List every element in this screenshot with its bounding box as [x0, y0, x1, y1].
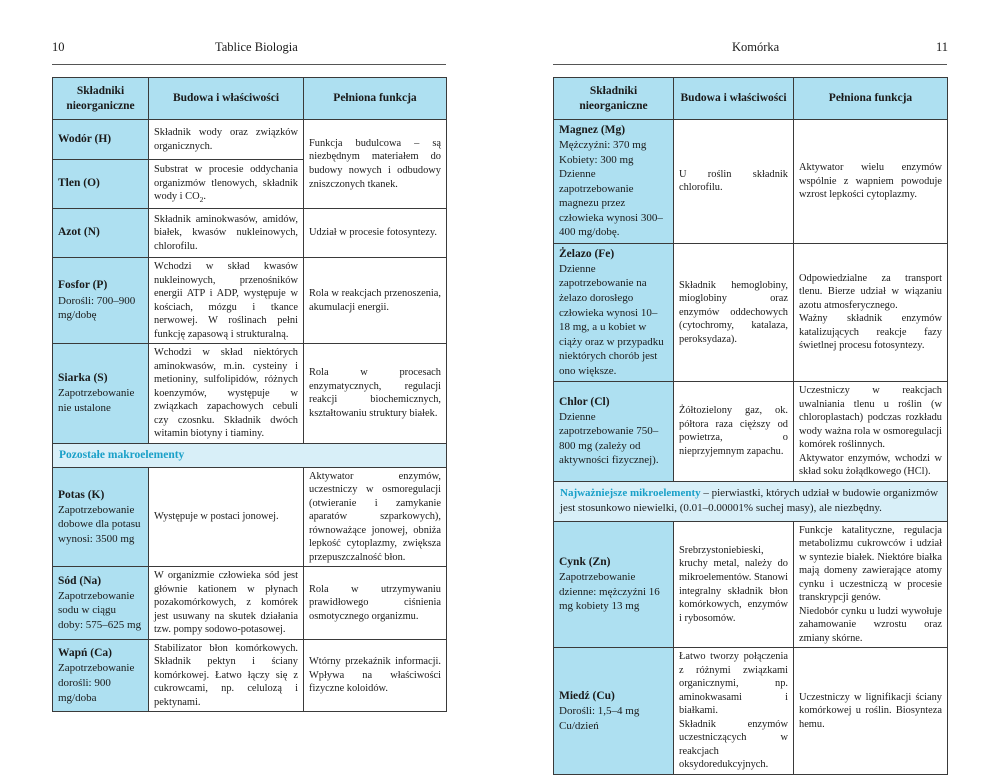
desc-cell: Składnik hemoglobiny, mioglobiny oraz enzymów oddechowych (cytochromy, katalaza, peroksydaza).	[674, 243, 794, 381]
table-row-fosfor	[53, 258, 447, 344]
table-row-wodor	[53, 120, 447, 160]
element-name-cell	[53, 120, 149, 160]
element-name: Chlor (Cl)	[559, 395, 610, 408]
func-cell: Uczestniczy w reakcjach uwalniania tlenu u roślin (w chloroplastach) podczas rozkładu wody ważna rola w osmoregulacji komórek roślinnych. Aktywator enzymów, wchodzi w skład soku żołądkowego (HCl).	[794, 382, 948, 482]
func-cell: Rola w utrzymywaniu prawidłowego ciśnienia osmotycznego organizmu.	[304, 567, 447, 640]
element-info: Zapotrzebowanie dobowe dla potasu wynosi: 3500 mg	[58, 503, 141, 545]
section-row-macro	[53, 443, 447, 467]
element-name: Potas (K)	[58, 488, 105, 501]
right-running-title: Komórka	[732, 40, 780, 54]
right-header-rule	[553, 64, 947, 65]
table-row-chlor	[554, 382, 948, 482]
func-cell: Funkcje katalityczne, regulacja metabolizmu cukrowców i udział w syntezie białek. Niektóre białka mają domeny zawierające atomy cynku i uczestniczą w procesie transkrypcji genów. Niedobór cynku u ludzi wywołuje zahamowanie wzrostu oraz zmiany skórne.	[794, 521, 948, 648]
func-cell: Aktywator enzymów, uczestniczy w osmoregulacji (otwieranie i zamykanie aparatów szparkowych), równoważące jonowej, obniża lepkość cytoplazmy, zwiększa przepuszczalność błon.	[304, 467, 447, 567]
section-description: Najważniejsze mikroelementy – pierwiastki, których udział w budowie organizmów jest stosunkowo niewielki, (0.01–0.00001% suchej masy), ale niezbędny.	[554, 481, 948, 521]
element-name-cell	[53, 258, 149, 344]
table-row-potas	[53, 467, 447, 567]
element-name-cell	[53, 567, 149, 640]
header-skladniki: Składniki nieorganiczne	[554, 78, 674, 120]
header-funkcja: Pełniona funkcja	[794, 78, 948, 120]
func-cell: Rola w procesach enzymatycznych, regulacji reakcji biochemicznych, kształtowaniu struktury białek.	[304, 344, 447, 444]
right-page-header	[500, 40, 1000, 60]
header-skladniki: Składniki nieorganiczne	[53, 78, 149, 120]
element-name: Sód (Na)	[58, 574, 102, 587]
header-budowa: Budowa i właściwości	[674, 78, 794, 120]
desc-cell: Składnik aminokwasów, amidów, białek, kwasów nukleinowych, chlorofilu.	[149, 209, 304, 258]
func-cell: Udział w procesie fotosyntezy.	[304, 209, 447, 258]
element-info: Zapotrzebowanie sodu w ciągu doby: 575–625 mg	[58, 589, 142, 631]
right-page-number: 11	[936, 40, 949, 54]
desc-cell: Żółtozielony gaz, ok. półtora raza cięższy od powietrza, o nieprzyjemnym zapachu.	[674, 382, 794, 482]
desc-cell: U roślin składnik chlorofilu.	[674, 120, 794, 244]
right-table	[553, 77, 948, 775]
element-name-cell	[53, 209, 149, 258]
desc-cell: Stabilizator błon komórkowych. Składnik pektyn i ściany komórkowej. Łatwo łączy się z cukrowcami, np. celulozą i pektynami.	[149, 639, 304, 712]
func-cell: Rola w reakcjach przenoszenia, akumulacji energii.	[304, 258, 447, 344]
section-row-micro	[554, 481, 948, 521]
desc-cell: Występuje w postaci jonowej.	[149, 467, 304, 567]
func-cell: Odpowiedzialne za transport tlenu. Bierze udział w wiązaniu azotu atmosferycznego. Ważny składnik enzymów katalizujących reakcje fazy świetlnej procesu fotosyntezy.	[794, 243, 948, 381]
left-table	[52, 77, 447, 712]
section-title: Najważniejsze mikroelementy	[560, 487, 701, 500]
desc-cell: Wchodzi w skład niektórych aminokwasów, m.in. cysteiny i metioniny, sulfolipidów, różnych koenzymów, występuje w związkach zapachowych cebuli czy czosnku. Składnik dwóch witamin biotyny i tiaminy.	[149, 344, 304, 444]
element-name: Żelazo (Fe)	[559, 247, 615, 260]
element-name-cell	[554, 382, 674, 482]
left-page-number: 10	[52, 40, 65, 54]
table-row-sod	[53, 567, 447, 640]
element-name-cell	[53, 160, 149, 209]
element-info: Dzienne zapotrzebowanie na żelazo dorosłego człowieka wynosi 10–18 mg, a u kobiet w ciąży oraz w przypadku niektórych chorób jest ono większe.	[559, 262, 664, 377]
desc-cell: W organizmie człowieka sód jest głównie kationem w płynach pozakomórkowych, z komórek jest usuwany na skutek działania tzw. pompy sodowo-potasowej.	[149, 567, 304, 640]
header-budowa: Budowa i właściwości	[149, 78, 304, 120]
header-funkcja: Pełniona funkcja	[304, 78, 447, 120]
element-name-cell	[53, 344, 149, 444]
table-row-wapn	[53, 639, 447, 712]
element-name-cell	[554, 120, 674, 244]
func-cell: Aktywator wielu enzymów wspólnie z wapniem powoduje wzrost lepkości cytoplazmy.	[794, 120, 948, 244]
desc-cell: Srebrzystoniebieski, kruchy metal, należy do mikroelementów. Stanowi integralny składnik błon komórkowych, enzymów i rybosomów.	[674, 521, 794, 648]
element-name: Magnez (Mg)	[559, 124, 626, 136]
table-row-azot	[53, 209, 447, 258]
element-name-cell	[554, 648, 674, 775]
element-name: Tlen (O)	[58, 177, 100, 190]
element-name: Wapń (Ca)	[58, 647, 112, 660]
element-info: Mężczyźni: 370 mg Kobiety: 300 mg Dzienne zapotrzebowanie magnezu przez człowieka wynosi 300–400 mg/dobę.	[559, 139, 663, 239]
left-page-header	[0, 40, 500, 60]
element-name-cell	[554, 243, 674, 381]
element-name: Siarka (S)	[58, 372, 108, 385]
func-cell: Funkcja budulcowa – są niezbędnym materiałem do budowy nowych i odbudowy zniszczonych tkanek.	[304, 120, 447, 209]
table-row-miedz	[554, 648, 948, 775]
element-info: Dorośli: 1,5–4 mg Cu/dzień	[559, 705, 640, 732]
left-table-header-row	[53, 78, 447, 120]
table-row-magnez	[554, 120, 948, 244]
element-name: Miedź (Cu)	[559, 690, 615, 703]
element-info: Zapotrzebowanie nie ustalone	[58, 387, 135, 414]
element-info: Zapotrzebowanie dzienne: mężczyźni 16 mg kobiety 13 mg	[559, 571, 660, 613]
element-name-cell	[554, 521, 674, 648]
element-name-cell	[53, 639, 149, 712]
func-cell: Wtórny przekaźnik informacji. Wpływa na właściwości fizyczne koloidów.	[304, 639, 447, 712]
element-name: Wodór (H)	[58, 132, 112, 145]
func-cell: Uczestniczy w lignifikacji ściany komórkowej u roślin. Biosynteza hemu.	[794, 648, 948, 775]
left-running-title: Tablice Biologia	[215, 40, 298, 54]
element-name: Cynk (Zn)	[559, 556, 611, 569]
element-info: Dorośli: 700–900 mg/dobę	[58, 294, 136, 322]
left-header-rule	[52, 64, 446, 65]
element-name: Fosfor (P)	[58, 279, 108, 292]
element-name-cell	[53, 467, 149, 567]
desc-cell: Składnik wody oraz związków organicznych.	[149, 120, 304, 160]
element-info: Zapotrzebowanie dorośli: 900 mg/doba	[58, 662, 135, 704]
table-row-zelazo	[554, 243, 948, 381]
desc-cell: Łatwo tworzy połączenia z różnymi związkami organicznymi, np. aminokwasami i białkami. Składnik enzymów uczestniczących w reakcjach oksydoredukcyjnych.	[674, 648, 794, 775]
table-row-cynk	[554, 521, 948, 648]
element-name: Azot (N)	[58, 226, 100, 239]
desc-cell: Wchodzi w skład kwasów nukleinowych, przenośników energii ATP i ADP, występuje w kościach, mózgu i tkance nerwowej. W roślinach pełni funkcję zapasową i strukturalną.	[149, 258, 304, 344]
table-row-siarka	[53, 344, 447, 444]
element-info: Dzienne zapotrzebowanie 750–800 mg (zależy od aktywności fizycznej).	[559, 410, 659, 467]
right-table-header-row	[554, 78, 948, 120]
desc-cell: Substrat w procesie oddychania organizmów tlenowych, składnik wody i $CO_2$.	[149, 160, 304, 209]
section-title: Pozostałe makroelementy	[53, 443, 447, 467]
